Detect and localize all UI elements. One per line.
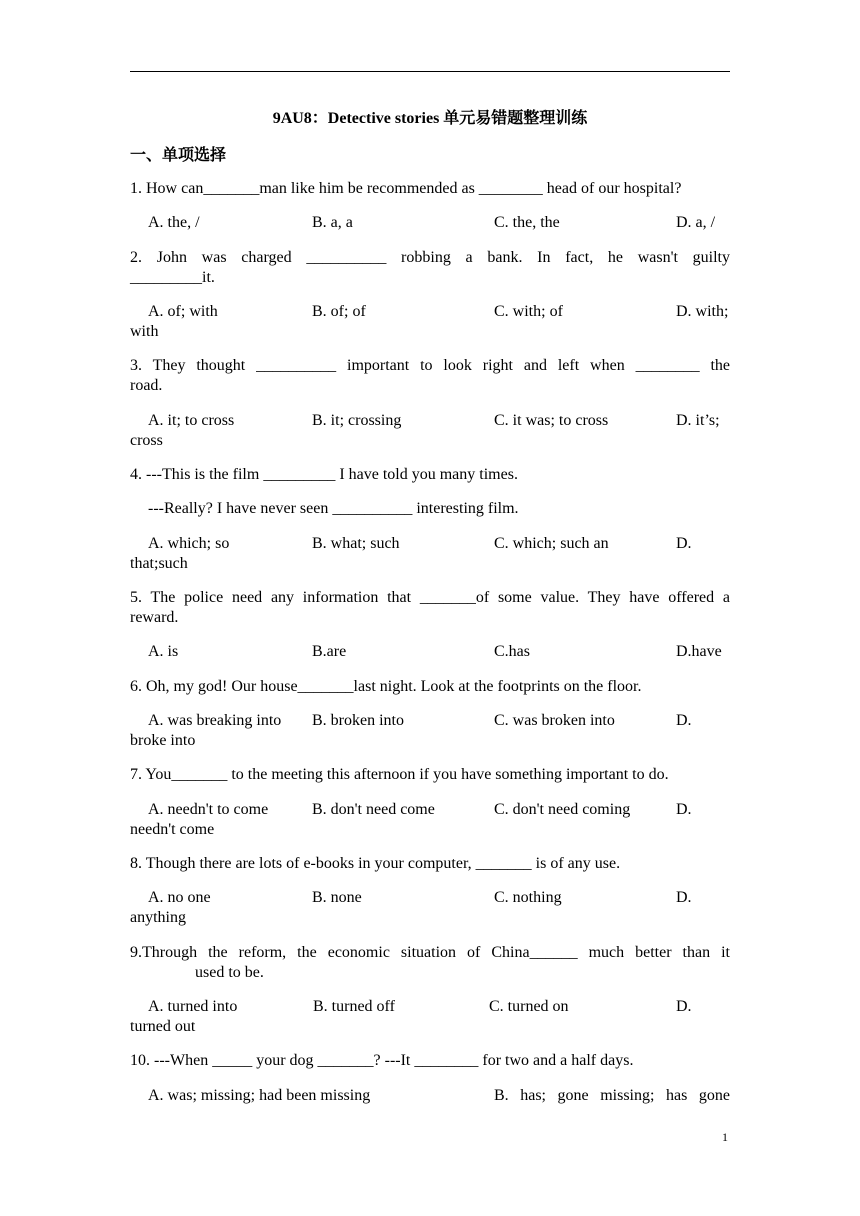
option-c: C. with; of (494, 303, 563, 320)
option-d: D. with; (676, 303, 729, 320)
option-a: A. needn't to come (148, 801, 269, 818)
option-c: C. it was; to cross (494, 412, 609, 429)
option-a: A. no one (148, 889, 211, 906)
option-a: A. is (148, 643, 179, 660)
question-2-stem: 2. John was charged __________ robbing a bank. In fact, he wasn't guilty (130, 249, 730, 266)
question-5-stem: 5. The police need any information that _______of some value. They have offered a (130, 589, 730, 606)
question-9-stem-cont: used to be. (195, 964, 264, 981)
option-d: D. (676, 889, 692, 906)
option-c: C. turned on (489, 998, 569, 1015)
option-d-cont: turned out (130, 1018, 196, 1035)
page-title: 9AU8：Detective stories 单元易错题整理训练 (272, 110, 588, 127)
question-4-stem: 4. ---This is the film _________ I have told you many times. (130, 466, 518, 483)
option-a: A. turned into (148, 998, 238, 1015)
header-rule (130, 71, 730, 72)
option-d: D. (676, 801, 692, 818)
option-a: A. which; so (148, 535, 230, 552)
option-c: C. nothing (494, 889, 562, 906)
option-b: B. what; such (312, 535, 400, 552)
option-d-cont: that;such (130, 555, 188, 572)
question-9-stem: 9.Through the reform, the economic situation of China______ much better than it (130, 944, 730, 961)
option-c: C. the, the (494, 214, 560, 231)
question-10-stem: 10. ---When _____ your dog _______? ---It ________ for two and a half days. (130, 1052, 634, 1069)
option-b: B. don't need come (312, 801, 435, 818)
question-1-stem: 1. How can_______man like him be recommended as ________ head of our hospital? (130, 180, 682, 197)
option-d: D. (676, 535, 692, 552)
option-d-cont: needn't come (130, 821, 215, 838)
option-b: B.are (312, 643, 347, 660)
question-4-stem-cont: ---Really? I have never seen __________ interesting film. (148, 500, 519, 517)
option-d-cont: broke into (130, 732, 196, 749)
question-5-stem-cont: reward. (130, 609, 179, 626)
option-b: B. none (312, 889, 362, 906)
option-b: B. has; gone missing; has gone (494, 1087, 730, 1104)
option-b: B. turned off (313, 998, 395, 1015)
option-d: D. it’s; (676, 412, 720, 429)
option-b: B. a, a (312, 214, 353, 231)
option-c: C. don't need coming (494, 801, 631, 818)
option-b: B. it; crossing (312, 412, 402, 429)
option-d: D. a, / (676, 214, 716, 231)
option-d: D. (676, 712, 692, 729)
option-a: A. the, / (148, 214, 200, 231)
option-d-cont: anything (130, 909, 186, 926)
option-d-cont: with (130, 323, 159, 340)
option-c: C.has (494, 643, 530, 660)
page-number: 1 (722, 1130, 728, 1144)
option-a: A. was breaking into (148, 712, 282, 729)
section-heading: 一、单项选择 (130, 147, 227, 164)
option-a: A. of; with (148, 303, 218, 320)
option-c: C. which; such an (494, 535, 609, 552)
option-d: D.have (676, 643, 722, 660)
question-7-stem: 7. You_______ to the meeting this afternoon if you have something important to do. (130, 766, 669, 783)
option-d: D. (676, 998, 692, 1015)
question-8-stem: 8. Though there are lots of e-books in your computer, _______ is of any use. (130, 855, 621, 872)
option-c: C. was broken into (494, 712, 615, 729)
option-a: A. was; missing; had been missing (148, 1087, 371, 1104)
question-2-stem-cont: _________it. (130, 269, 215, 286)
option-d-cont: cross (130, 432, 163, 449)
question-6-stem: 6. Oh, my god! Our house_______last night. Look at the footprints on the floor. (130, 678, 642, 695)
question-3-stem-cont: road. (130, 377, 163, 394)
option-a: A. it; to cross (148, 412, 235, 429)
option-b: B. broken into (312, 712, 404, 729)
question-3-stem: 3. They thought __________ important to look right and left when ________ the (130, 357, 730, 374)
option-b: B. of; of (312, 303, 366, 320)
